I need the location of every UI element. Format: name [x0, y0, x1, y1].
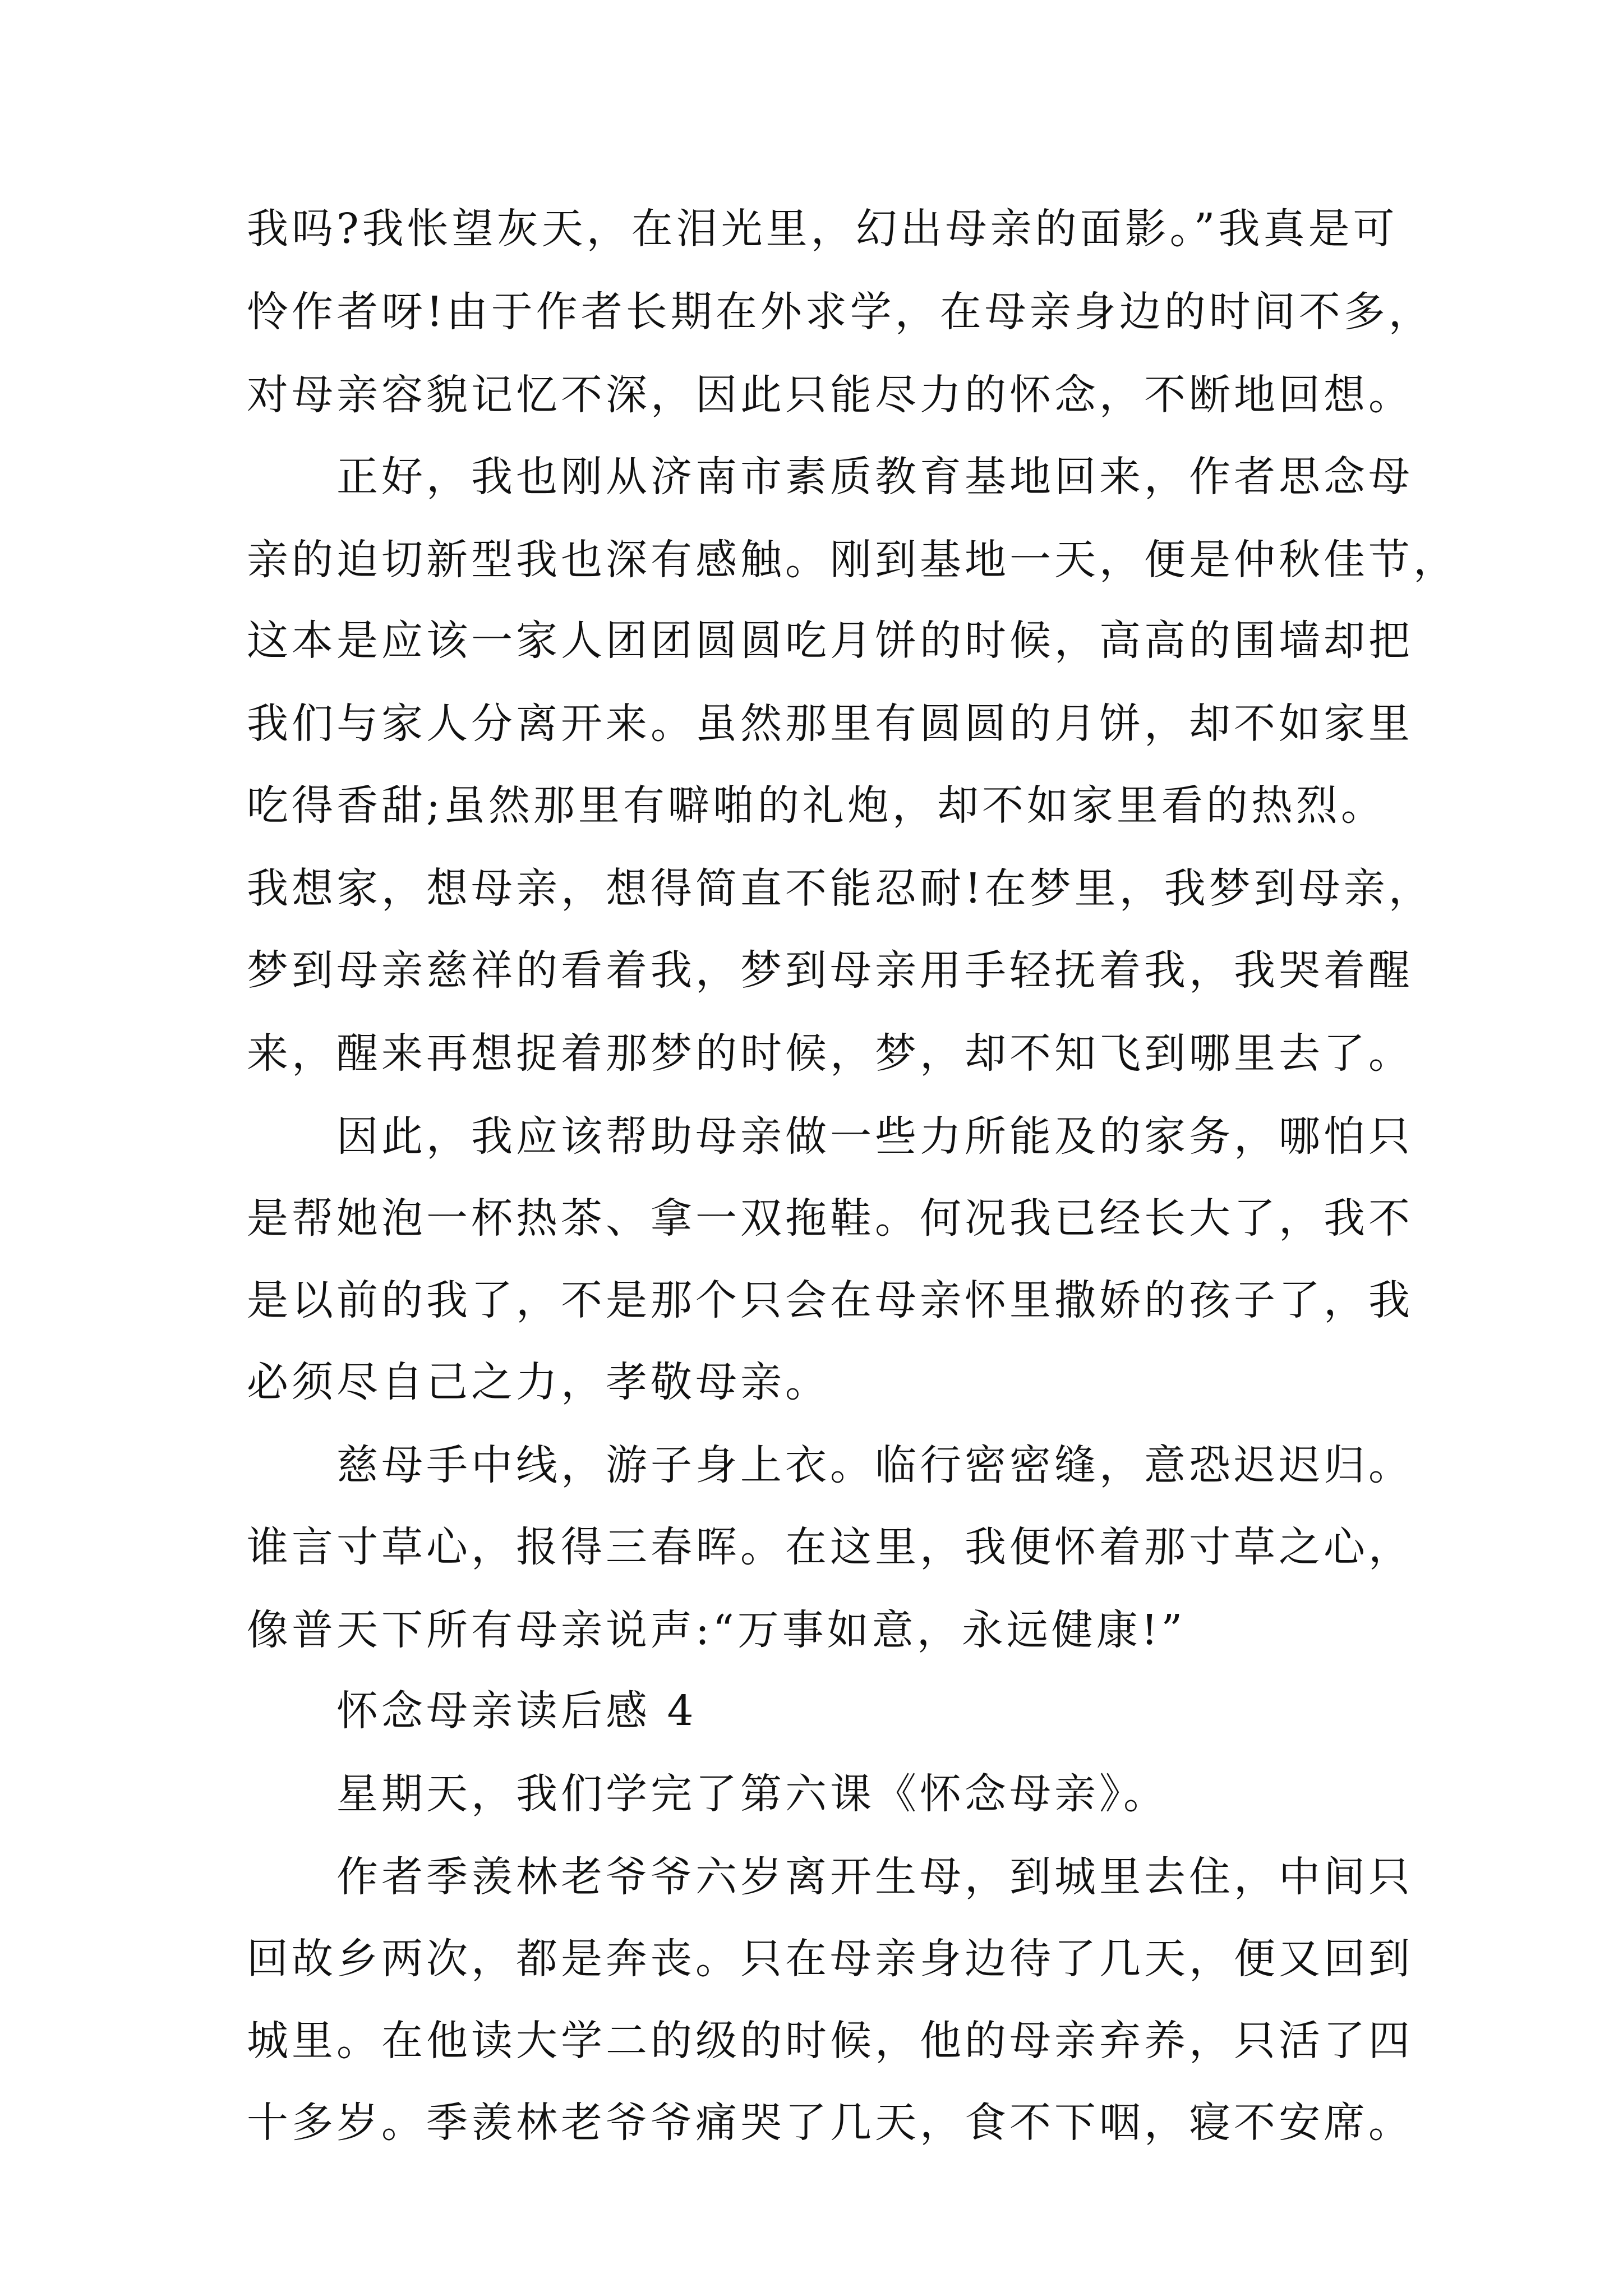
text-line: 来，醒来再想捉着那梦的时候，梦，却不知飞到哪里去了。	[247, 1029, 1413, 1078]
section-heading: 怀念母亲读后感 4	[336, 1687, 697, 1735]
text-line: 我们与家人分离开来。虽然那里有圆圆的月饼，却不如家里	[247, 700, 1413, 748]
text-line: 怜作者呀!由于作者长期在外求学，在母亲身边的时间不多，	[247, 288, 1433, 336]
text-line: 回故乡两次，都是奔丧。只在母亲身边待了几天，便又回到	[247, 1935, 1413, 1983]
text-line: 梦到母亲慈祥的看着我，梦到母亲用手轻抚着我，我哭着醒	[247, 946, 1413, 995]
text-line: 城里。在他读大学二的级的时候，他的母亲弃养，只活了四	[247, 2017, 1413, 2065]
text-line: 必须尽自己之力，孝敬母亲。	[247, 1358, 830, 1406]
paragraph-start-line: 作者季羡林老爷爷六岁离开生母，到城里去住，中间只	[336, 1853, 1413, 1901]
text-line: 是以前的我了，不是那个只会在母亲怀里撒娇的孩子了，我	[247, 1276, 1413, 1324]
text-line: 吃得香甜;虽然那里有噼啪的礼炮，却不如家里看的热烈。	[247, 781, 1386, 830]
text-line: 我吗?我怅望灰天，在泪光里，幻出母亲的面影。”我真是可	[247, 205, 1398, 253]
text-line: 这本是应该一家人团团圆圆吃月饼的时候，高高的围墙却把	[247, 616, 1413, 665]
text-line: 像普天下所有母亲说声:“万事如意，永远健康!”	[247, 1606, 1186, 1654]
paragraph-start-line: 慈母手中线，游子身上衣。临行密密缝，意恐迟迟归。	[336, 1441, 1413, 1489]
paragraph-start-line: 星期天，我们学完了第六课《怀念母亲》。	[336, 1770, 1168, 1818]
text-line: 谁言寸草心，报得三春晖。在这里，我便怀着那寸草之心，	[247, 1523, 1413, 1571]
text-line: 亲的迫切新型我也深有感触。刚到基地一天，便是仲秋佳节，	[247, 536, 1458, 584]
text-line: 对母亲容貌记忆不深，因此只能尽力的怀念，不断地回想。	[247, 371, 1413, 419]
text-line: 是帮她泡一杯热茶、拿一双拖鞋。何况我已经长大了，我不	[247, 1194, 1413, 1243]
paragraph-start-line: 因此，我应该帮助母亲做一些力所能及的家务，哪怕只	[336, 1112, 1413, 1161]
paragraph-start-line: 正好，我也刚从济南市素质教育基地回来，作者思念母	[336, 453, 1413, 501]
text-line: 十多岁。季羡林老爷爷痛哭了几天，食不下咽，寝不安席。	[247, 2099, 1413, 2147]
text-line: 我想家，想母亲，想得简直不能忍耐!在梦里，我梦到母亲，	[247, 864, 1433, 913]
